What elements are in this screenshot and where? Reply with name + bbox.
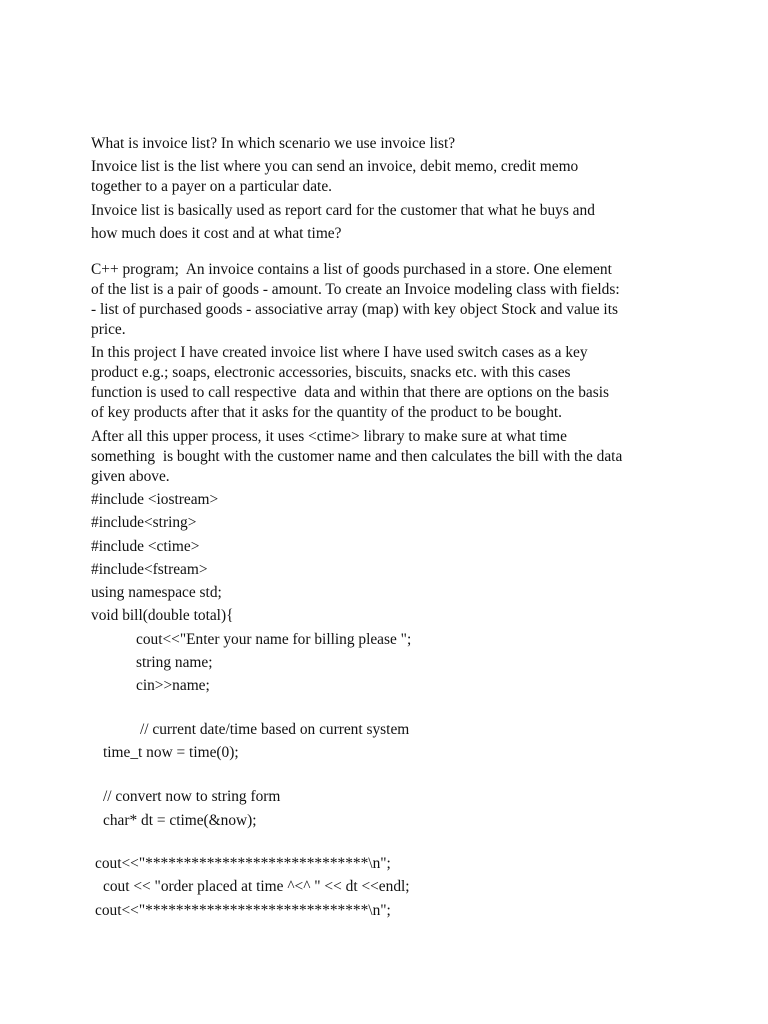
code-line: #include<string>: [91, 514, 197, 531]
paragraph-line: how much does it cost and at what time?: [91, 225, 342, 242]
code-line: cout << "order placed at time ^<^ " << dt <<endl;: [103, 878, 410, 895]
paragraph-line: given above.: [91, 468, 170, 485]
code-line: cout<<"*****************************\n";: [95, 855, 391, 872]
paragraph-line: In this project I have created invoice list where I have used switch cases as a key: [91, 344, 588, 361]
code-line: using namespace std;: [91, 584, 222, 601]
paragraph-line: together to a payer on a particular date.: [91, 178, 333, 195]
paragraph-line: Invoice list is the list where you can send an invoice, debit memo, credit memo: [91, 158, 579, 175]
paragraph-line: function is used to call respective data and within that there are options on the basis: [91, 384, 610, 401]
code-line: time_t now = time(0);: [103, 744, 239, 761]
paragraph-line: of key products after that it asks for the quantity of the product to be bought.: [91, 404, 563, 421]
code-comment: // convert now to string form: [103, 788, 281, 805]
paragraph-line: Invoice list is basically used as report card for the customer that what he buys and: [91, 202, 595, 219]
paragraph-line: After all this upper process, it uses <ctime> library to make sure at what time: [91, 428, 567, 445]
paragraph-line: of the list is a pair of goods - amount. To create an Invoice modeling class with fields:: [91, 281, 620, 298]
code-line: #include<fstream>: [91, 561, 208, 578]
code-line: cout<<"Enter your name for billing please ";: [136, 631, 412, 648]
code-line: #include <ctime>: [91, 538, 200, 555]
code-comment: // current date/time based on current system: [140, 721, 410, 738]
paragraph-line: something is bought with the customer name and then calculates the bill with the data: [91, 448, 623, 465]
paragraph-line: product e.g.; soaps, electronic accessories, biscuits, snacks etc. with this cases: [91, 364, 571, 381]
code-line: cin>>name;: [136, 677, 210, 694]
question-heading: What is invoice list? In which scenario we use invoice list?: [91, 135, 456, 152]
code-line: string name;: [136, 654, 213, 671]
code-line: char* dt = ctime(&now);: [103, 812, 257, 829]
paragraph-line: price.: [91, 321, 126, 338]
code-line: void bill(double total){: [91, 607, 234, 624]
paragraph-line: C++ program; An invoice contains a list of goods purchased in a store. One element: [91, 261, 612, 278]
code-line: cout<<"*****************************\n";: [95, 902, 391, 919]
code-line: #include <iostream>: [91, 491, 219, 508]
paragraph-line: - list of purchased goods - associative array (map) with key object Stock and value its: [91, 301, 618, 318]
